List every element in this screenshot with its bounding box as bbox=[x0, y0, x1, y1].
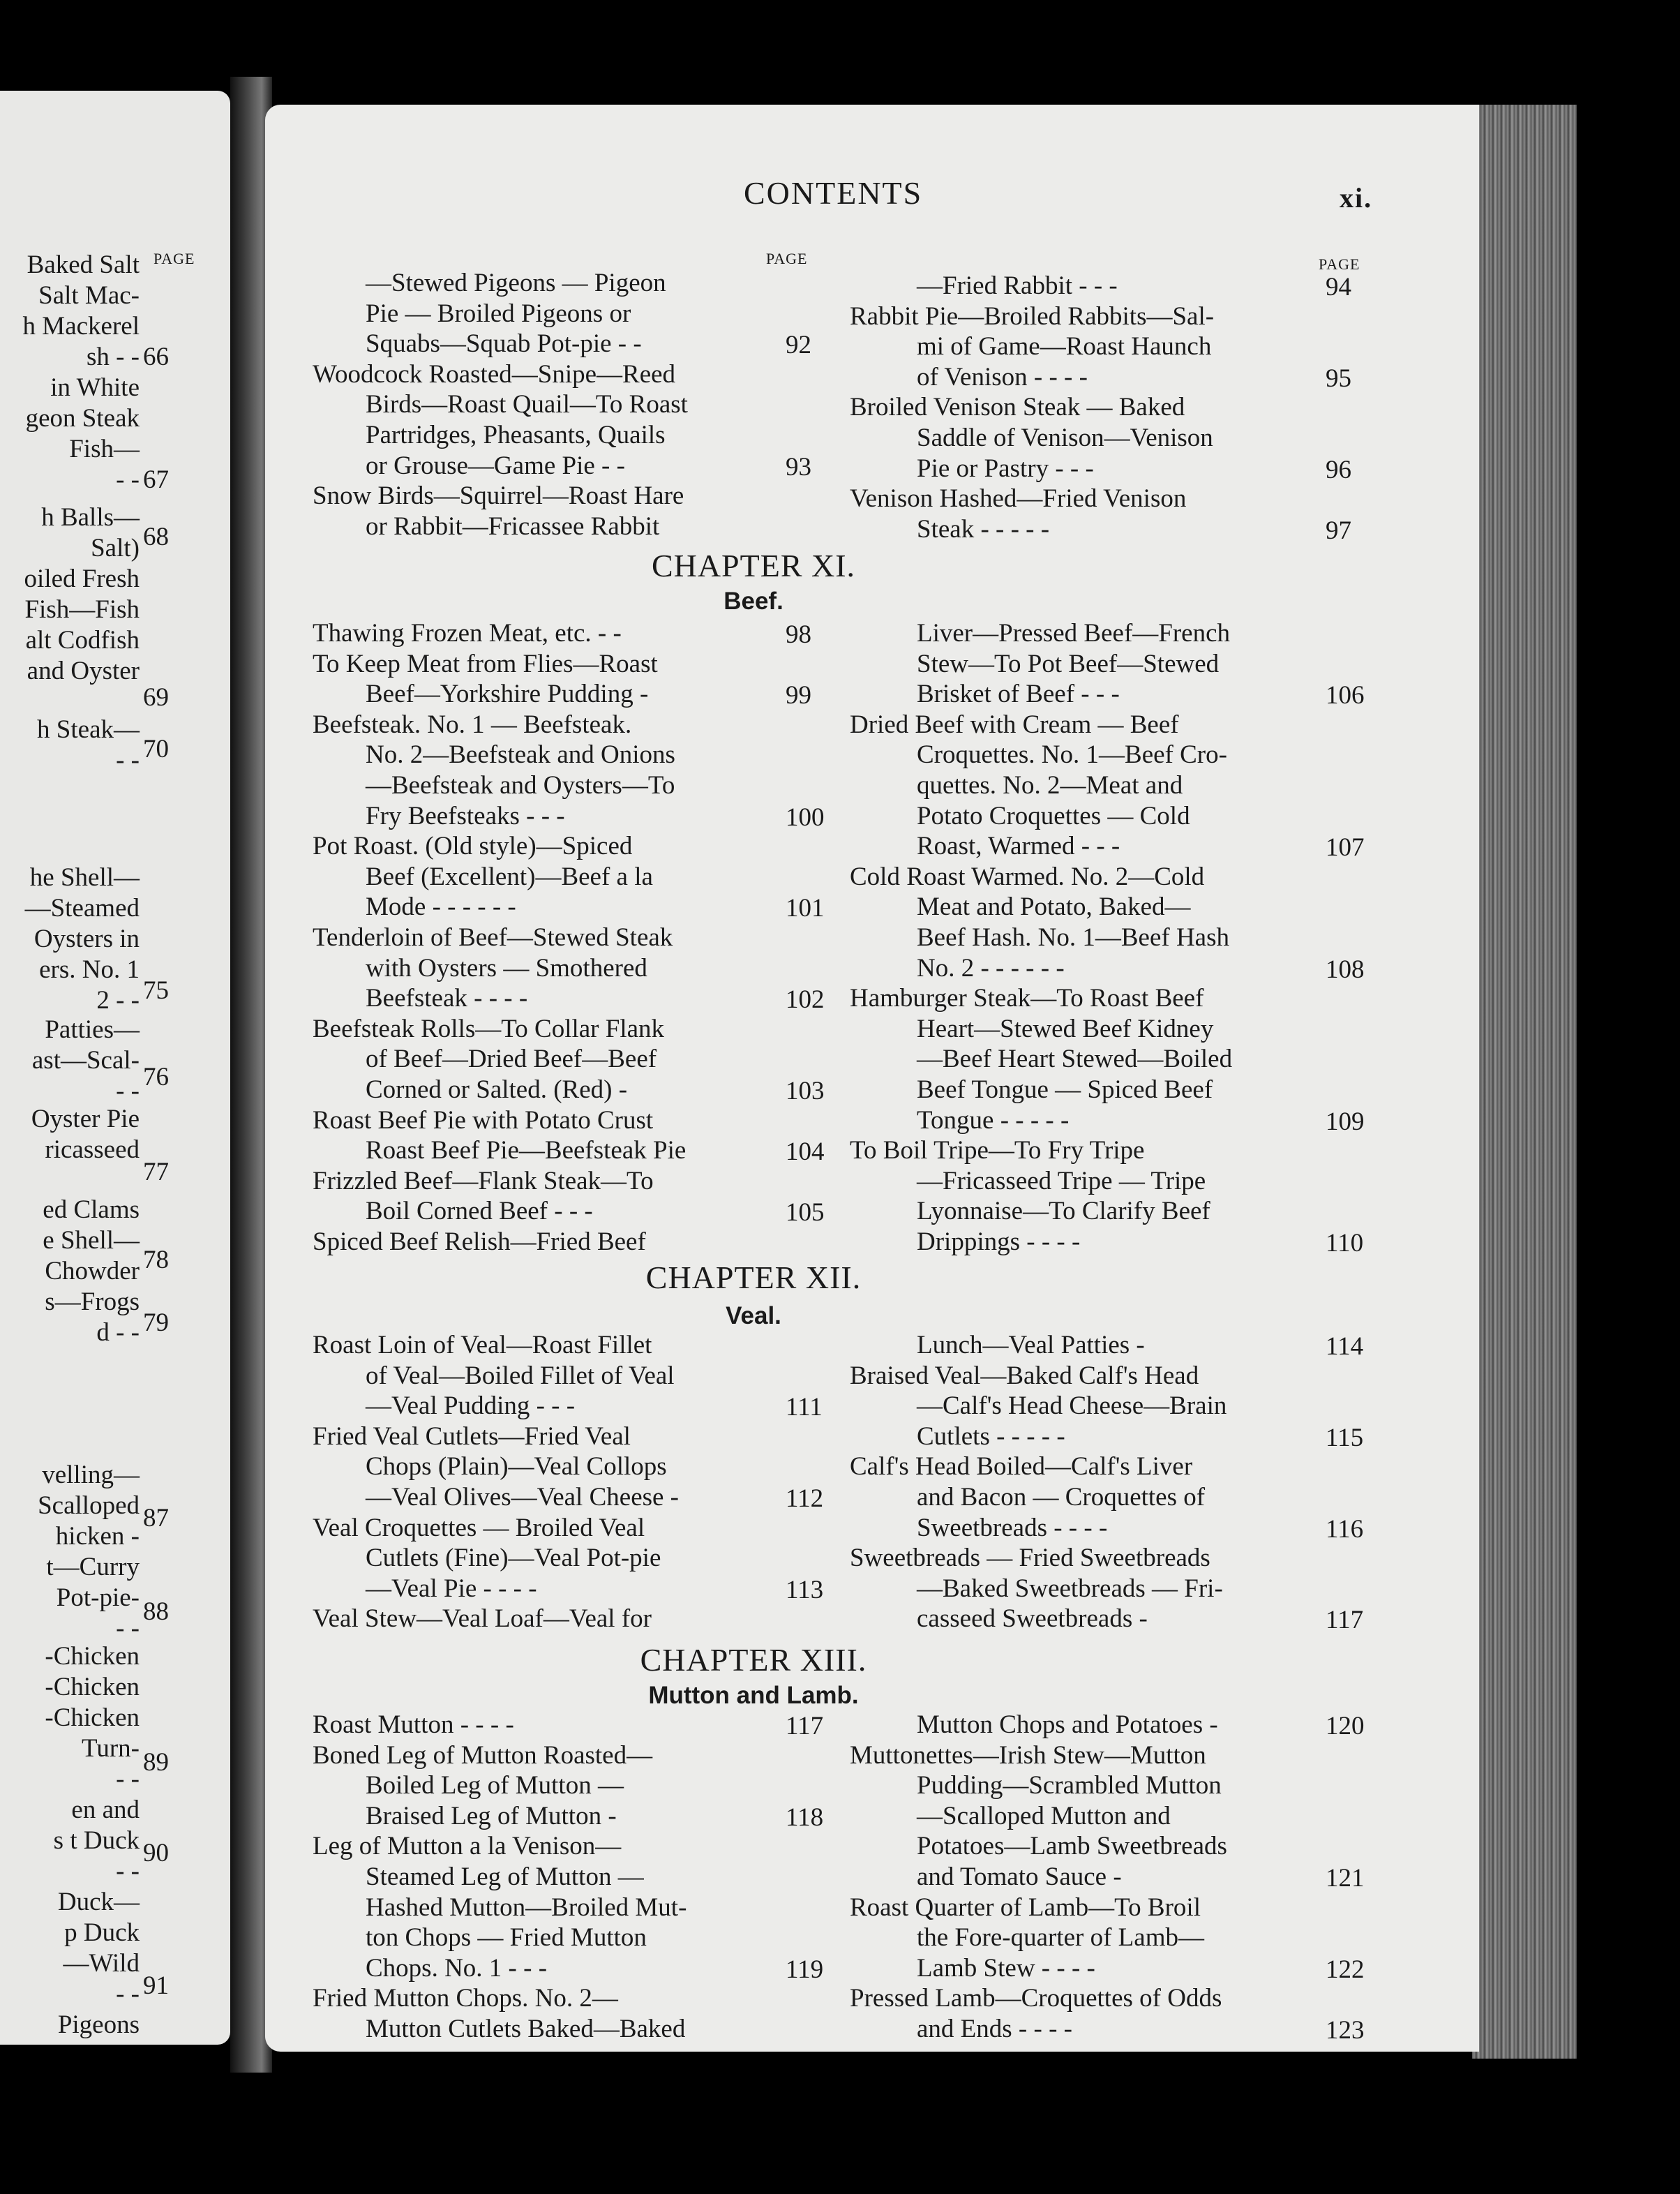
right-page-number: 108 bbox=[1326, 955, 1365, 984]
right-entry-line: Beef Tongue — Spiced Beef bbox=[917, 1075, 1213, 1104]
left-entry-line: Fried Mutton Chops. No. 2— bbox=[313, 1984, 618, 2013]
left-entry-line: No. 2—Beefsteak and Onions bbox=[366, 740, 675, 770]
left-page-number: 68 bbox=[143, 523, 169, 551]
left-page-number: 66 bbox=[143, 343, 169, 371]
left-entry-line: Partridges, Pheasants, Quails bbox=[366, 421, 666, 449]
left-fragment-line: - - bbox=[116, 1614, 140, 1643]
right-entry-line: Cutlets - - - - - bbox=[917, 1421, 1065, 1451]
left-page-number: 111 bbox=[786, 1393, 823, 1422]
left-fragment-line: Chowder bbox=[45, 1257, 140, 1285]
chapter-heading: CHAPTER XII. bbox=[645, 1260, 862, 1295]
section-heading: Mutton and Lamb. bbox=[648, 1682, 859, 1709]
left-page-number: 70 bbox=[143, 735, 169, 763]
chapter-heading: CHAPTER XI. bbox=[651, 548, 856, 583]
left-page-number: 78 bbox=[143, 1246, 169, 1274]
right-entry-line: quettes. No. 2—Meat and bbox=[917, 771, 1183, 800]
left-page-number: 104 bbox=[786, 1137, 825, 1167]
right-entry-line: Potato Croquettes — Cold bbox=[917, 801, 1190, 830]
right-entry-line: Steak - - - - - bbox=[917, 514, 1050, 544]
left-entry-line: Pot Roast. (Old style)—Spiced bbox=[313, 832, 633, 861]
left-entry-line: Beefsteak Rolls—To Collar Flank bbox=[313, 1014, 665, 1043]
left-entry-line: Frizzled Beef—Flank Steak—To bbox=[313, 1166, 654, 1195]
left-fragment-line: Pigeons bbox=[57, 2010, 140, 2039]
right-page-number: 95 bbox=[1326, 364, 1351, 393]
left-entry-line: Cutlets (Fine)—Veal Pot-pie bbox=[366, 1544, 661, 1573]
right-page-number: 106 bbox=[1326, 681, 1365, 710]
right-entry-line: Roast, Warmed - - - bbox=[917, 832, 1120, 861]
left-entry-line: Boiled Leg of Mutton — bbox=[366, 1771, 624, 1800]
left-fragment-line: - - bbox=[116, 1980, 140, 2008]
left-fragment-line: Fish—Fish bbox=[24, 595, 140, 624]
page-label-left-column: PAGE bbox=[766, 250, 808, 267]
left-fragment-line: Patties— bbox=[45, 1015, 140, 1044]
left-fragment-line: alt Codfish bbox=[25, 626, 140, 655]
left-entry-line: of Beef—Dried Beef—Beef bbox=[366, 1045, 657, 1074]
left-fragment-line: Pot-pie- bbox=[56, 1583, 140, 1612]
right-page-number: 107 bbox=[1326, 833, 1365, 863]
left-page-number: 119 bbox=[786, 1955, 824, 1984]
right-entry-line: —Calf's Head Cheese—Brain bbox=[917, 1391, 1227, 1421]
right-page-number: 121 bbox=[1326, 1864, 1365, 1893]
right-entry-line: Roast Quarter of Lamb—To Broil bbox=[850, 1893, 1201, 1922]
left-entry-line: Veal Croquettes — Broiled Veal bbox=[313, 1513, 645, 1542]
left-page-number: 79 bbox=[143, 1308, 169, 1337]
right-entry-line: —Beef Heart Stewed—Boiled bbox=[917, 1045, 1233, 1074]
left-fragment-line: Oyster Pie bbox=[31, 1105, 140, 1133]
left-fragment-line: Fish— bbox=[69, 435, 140, 463]
left-fragment-line: - - bbox=[116, 1077, 140, 1105]
left-entry-line: Roast Beef Pie with Potato Crust bbox=[313, 1105, 654, 1135]
left-entry-line: —Beefsteak and Oysters—To bbox=[366, 771, 675, 800]
left-fragment-line: sh - - bbox=[86, 343, 140, 371]
right-page-number: 94 bbox=[1326, 273, 1351, 301]
right-entry-line: Tongue - - - - - bbox=[917, 1105, 1070, 1135]
left-page-number: 90 bbox=[143, 1839, 169, 1867]
left-entry-line: ton Chops — Fried Mutton bbox=[366, 1923, 647, 1953]
left-page-number: 102 bbox=[786, 985, 825, 1015]
left-page-number: 98 bbox=[786, 620, 811, 649]
left-entry-line: Pie — Broiled Pigeons or bbox=[366, 299, 631, 328]
left-page-number: 118 bbox=[786, 1803, 824, 1832]
left-entry-line: Steamed Leg of Mutton — bbox=[366, 1863, 644, 1891]
right-entry-line: Rabbit Pie—Broiled Rabbits—Sal- bbox=[850, 301, 1215, 331]
left-entry-line: with Oysters — Smothered bbox=[366, 953, 647, 983]
right-entry-line: Liver—Pressed Beef—French bbox=[917, 619, 1231, 648]
left-fragment-line: s t Duck bbox=[53, 1826, 140, 1855]
left-fragment-line: Turn- bbox=[82, 1734, 140, 1763]
left-fragment-line: h Balls— bbox=[41, 503, 140, 532]
left-entry-line: or Rabbit—Fricassee Rabbit bbox=[366, 512, 660, 541]
left-entry-line: Woodcock Roasted—Snipe—Reed bbox=[313, 359, 676, 389]
left-fragment-line: e Shell— bbox=[43, 1226, 140, 1255]
left-entry-line: Boned Leg of Mutton Roasted— bbox=[313, 1740, 653, 1770]
left-entry-line: Roast Loin of Veal—Roast Fillet bbox=[313, 1331, 652, 1359]
left-fragment-line: s—Frogs bbox=[45, 1288, 140, 1316]
right-page-number: 117 bbox=[1326, 1606, 1364, 1635]
left-fragment-line: —Wild bbox=[63, 1949, 140, 1978]
left-page-number: 100 bbox=[786, 803, 825, 832]
left-fragment-line: Oysters in bbox=[33, 925, 140, 953]
left-entry-line: —Stewed Pigeons — Pigeon bbox=[366, 269, 666, 297]
left-fragment-line: en and bbox=[71, 1796, 140, 1824]
right-page-number: 96 bbox=[1326, 455, 1351, 484]
left-fragment-line: ed Clams bbox=[43, 1195, 140, 1224]
left-page-number: 117 bbox=[786, 1712, 824, 1740]
left-fragment-line: -Chicken bbox=[45, 1673, 140, 1701]
left-entry-line: or Grouse—Game Pie - - bbox=[366, 451, 625, 480]
left-page-number: 89 bbox=[143, 1748, 169, 1777]
left-fragment-line: -Chicken bbox=[45, 1642, 140, 1671]
left-entry-line: Corned or Salted. (Red) - bbox=[366, 1075, 628, 1104]
chapter-heading: CHAPTER XIII. bbox=[640, 1642, 867, 1678]
page-label-right-column: PAGE bbox=[1319, 255, 1360, 273]
left-fragment-line: he Shell— bbox=[29, 863, 140, 892]
left-entry-line: Spiced Beef Relish—Fried Beef bbox=[313, 1227, 646, 1256]
left-page-fragment bbox=[0, 91, 230, 2045]
left-fragment-line: - - bbox=[116, 465, 140, 494]
left-fragment-line: Salt Mac- bbox=[38, 281, 140, 310]
right-entry-line: Sweetbreads — Fried Sweetbreads bbox=[850, 1544, 1210, 1573]
left-fragment-line: velling— bbox=[42, 1461, 140, 1489]
right-entry-line: Hamburger Steak—To Roast Beef bbox=[850, 984, 1204, 1013]
right-entry-line: mi of Game—Roast Haunch bbox=[917, 332, 1212, 361]
left-entry-line: Veal Stew—Veal Loaf—Veal for bbox=[313, 1604, 652, 1634]
left-entry-line: Fried Veal Cutlets—Fried Veal bbox=[313, 1421, 631, 1451]
left-fragment-line: Duck— bbox=[57, 1888, 140, 1916]
right-entry-line: Pudding—Scrambled Mutton bbox=[917, 1771, 1222, 1800]
left-fragment-line: - - bbox=[116, 746, 140, 775]
right-entry-line: Pressed Lamb—Croquettes of Odds bbox=[850, 1984, 1222, 2013]
right-entry-line: —Baked Sweetbreads — Fri- bbox=[917, 1574, 1223, 1603]
left-fragment-line: Salt) bbox=[91, 534, 140, 562]
left-entry-line: To Keep Meat from Flies—Roast bbox=[313, 649, 658, 678]
left-fragment-line: —Steamed bbox=[24, 894, 140, 923]
left-fragment-line: ers. No. 1 bbox=[39, 955, 140, 984]
right-entry-line: Drippings - - - - bbox=[917, 1227, 1081, 1256]
left-fragment-line: h Mackerel bbox=[22, 312, 140, 341]
left-page-number: 91 bbox=[143, 1971, 169, 2000]
left-entry-line: Beef (Excellent)—Beef a la bbox=[366, 862, 653, 891]
left-entry-line: —Veal Pie - - - - bbox=[366, 1574, 537, 1603]
right-entry-line: Beef Hash. No. 1—Beef Hash bbox=[917, 923, 1229, 952]
left-fragment-line: ricasseed bbox=[45, 1135, 140, 1164]
right-entry-line: Saddle of Venison—Venison bbox=[917, 424, 1213, 452]
left-entry-line: Roast Beef Pie—Beefsteak Pie bbox=[366, 1136, 687, 1165]
left-page-number: 87 bbox=[143, 1504, 169, 1532]
left-entry-line: Mutton Cutlets Baked—Baked bbox=[366, 2015, 686, 2043]
left-entry-line: —Veal Olives—Veal Cheese - bbox=[366, 1483, 680, 1512]
section-heading: Beef. bbox=[723, 588, 783, 615]
left-page-number: 105 bbox=[786, 1198, 825, 1227]
left-fragment-line: -Chicken bbox=[45, 1703, 140, 1732]
right-entry-line: Pie or Pastry - - - bbox=[917, 454, 1094, 483]
right-entry-line: and Bacon — Croquettes of bbox=[917, 1483, 1206, 1512]
left-fragment-line: 2 - - bbox=[96, 986, 140, 1015]
left-page-number: 113 bbox=[786, 1575, 824, 1604]
contents-page bbox=[265, 105, 1479, 2052]
left-page-number: 99 bbox=[786, 681, 811, 710]
right-entry-line: the Fore-quarter of Lamb— bbox=[917, 1923, 1204, 1953]
right-entry-line: No. 2 - - - - - - bbox=[917, 953, 1065, 983]
right-entry-line: Meat and Potato, Baked— bbox=[917, 893, 1191, 922]
left-fragment-line: and Oyster bbox=[27, 657, 140, 685]
left-fragment-line: h Steak— bbox=[37, 715, 140, 744]
right-entry-line: Broiled Venison Steak — Baked bbox=[850, 393, 1185, 422]
left-page-label: PAGE bbox=[153, 250, 195, 267]
right-entry-line: Dried Beef with Cream — Beef bbox=[850, 710, 1179, 739]
left-page-number: 112 bbox=[786, 1484, 824, 1513]
left-fragment-line: p Duck bbox=[64, 1918, 140, 1947]
right-entry-line: Heart—Stewed Beef Kidney bbox=[917, 1014, 1214, 1043]
right-entry-line: Stew—To Pot Beef—Stewed bbox=[917, 649, 1220, 678]
left-entry-line: Hashed Mutton—Broiled Mut- bbox=[366, 1893, 687, 1922]
right-entry-line: Braised Veal—Baked Calf's Head bbox=[850, 1361, 1199, 1390]
page-edges bbox=[1472, 105, 1577, 2059]
right-page-number: 123 bbox=[1326, 2016, 1365, 2045]
left-entry-line: of Veal—Boiled Fillet of Veal bbox=[366, 1361, 675, 1390]
right-entry-line: casseed Sweetbreads - bbox=[917, 1604, 1148, 1634]
right-entry-line: Potatoes—Lamb Sweetbreads bbox=[917, 1832, 1227, 1861]
left-entry-line: Beefsteak. No. 1 — Beefsteak. bbox=[313, 710, 632, 739]
left-entry-line: Snow Birds—Squirrel—Roast Hare bbox=[313, 482, 684, 511]
right-entry-line: Venison Hashed—Fried Venison bbox=[850, 484, 1187, 514]
left-page-number: 92 bbox=[786, 331, 811, 360]
left-page-number: 76 bbox=[143, 1063, 169, 1091]
left-page-number: 101 bbox=[786, 894, 825, 923]
left-fragment-line: Baked Salt bbox=[27, 251, 140, 279]
right-entry-line: of Venison - - - - bbox=[917, 362, 1088, 391]
right-entry-line: Cold Roast Warmed. No. 2—Cold bbox=[850, 862, 1205, 891]
right-entry-line: Brisket of Beef - - - bbox=[917, 680, 1120, 709]
left-fragment-line: in White bbox=[50, 373, 140, 402]
left-page-number: 77 bbox=[143, 1158, 169, 1186]
left-fragment-line: - - bbox=[116, 1857, 140, 1886]
right-entry-line: Lunch—Veal Patties - bbox=[917, 1331, 1145, 1359]
left-entry-line: Boil Corned Beef - - - bbox=[366, 1197, 593, 1226]
right-page-number: 115 bbox=[1326, 1423, 1364, 1452]
right-entry-line: and Ends - - - - bbox=[917, 2015, 1072, 2043]
left-entry-line: —Veal Pudding - - - bbox=[366, 1391, 576, 1421]
left-fragment-line: t—Curry bbox=[46, 1553, 140, 1581]
right-page-number: 120 bbox=[1326, 1712, 1365, 1740]
left-page-number: 88 bbox=[143, 1597, 169, 1626]
right-entry-line: —Fried Rabbit - - - bbox=[917, 271, 1118, 300]
right-entry-line: Sweetbreads - - - - bbox=[917, 1513, 1108, 1542]
right-entry-line: Croquettes. No. 1—Beef Cro- bbox=[917, 740, 1227, 770]
left-entry-line: Leg of Mutton a la Venison— bbox=[313, 1832, 622, 1861]
left-entry-line: Tenderloin of Beef—Stewed Steak bbox=[313, 923, 673, 952]
right-entry-line: To Boil Tripe—To Fry Tripe bbox=[850, 1136, 1145, 1165]
left-fragment-line: d - - bbox=[96, 1318, 140, 1347]
left-fragment-line: ast—Scal- bbox=[31, 1046, 140, 1075]
right-entry-line: Mutton Chops and Potatoes - bbox=[917, 1710, 1218, 1739]
left-entry-line: Mode - - - - - - bbox=[366, 893, 516, 922]
right-entry-line: and Tomato Sauce - bbox=[917, 1863, 1122, 1891]
left-fragment-line: - - bbox=[116, 1765, 140, 1793]
right-entry-line: Muttonettes—Irish Stew—Mutton bbox=[850, 1740, 1206, 1770]
left-fragment-line: geon Steak bbox=[25, 404, 140, 433]
left-fragment-line: oiled Fresh bbox=[24, 565, 140, 593]
left-fragment-line: hicken - bbox=[55, 1522, 140, 1551]
right-page-number: 109 bbox=[1326, 1107, 1365, 1136]
folio-number: xi. bbox=[1340, 182, 1373, 214]
right-page-number: 122 bbox=[1326, 1955, 1365, 1984]
right-entry-line: Lamb Stew - - - - bbox=[917, 1953, 1095, 1983]
right-page-number: 114 bbox=[1326, 1332, 1364, 1361]
right-entry-line: —Scalloped Mutton and bbox=[917, 1801, 1171, 1830]
right-entry-line: Lyonnaise—To Clarify Beef bbox=[917, 1197, 1210, 1226]
right-page-number: 116 bbox=[1326, 1514, 1364, 1544]
left-entry-line: Beefsteak - - - - bbox=[366, 984, 528, 1013]
left-entry-line: Birds—Roast Quail—To Roast bbox=[366, 390, 688, 419]
right-entry-line: —Fricasseed Tripe — Tripe bbox=[917, 1166, 1206, 1195]
left-entry-line: Squabs—Squab Pot-pie - - bbox=[366, 329, 642, 359]
left-page-number: 93 bbox=[786, 452, 811, 482]
left-page-number: 69 bbox=[143, 683, 169, 712]
right-page-number: 97 bbox=[1326, 516, 1351, 545]
left-entry-line: Beef—Yorkshire Pudding - bbox=[366, 680, 649, 709]
left-entry-line: Chops. No. 1 - - - bbox=[366, 1953, 548, 1983]
left-page-number: 103 bbox=[786, 1077, 825, 1105]
left-page-number: 75 bbox=[143, 976, 169, 1005]
left-page-number: 67 bbox=[143, 465, 169, 494]
left-entry-line: Fry Beefsteaks - - - bbox=[366, 801, 565, 830]
section-heading: Veal. bbox=[726, 1302, 781, 1329]
page-title: CONTENTS bbox=[744, 175, 923, 211]
right-page-number: 110 bbox=[1326, 1229, 1364, 1258]
left-entry-line: Roast Mutton - - - - bbox=[313, 1710, 514, 1739]
left-entry-line: Chops (Plain)—Veal Collops bbox=[366, 1452, 667, 1482]
left-entry-line: Thawing Frozen Meat, etc. - - bbox=[313, 619, 622, 648]
right-entry-line: Calf's Head Boiled—Calf's Liver bbox=[850, 1452, 1193, 1482]
left-entry-line: Braised Leg of Mutton - bbox=[366, 1801, 617, 1830]
left-fragment-line: Scalloped bbox=[38, 1491, 140, 1520]
